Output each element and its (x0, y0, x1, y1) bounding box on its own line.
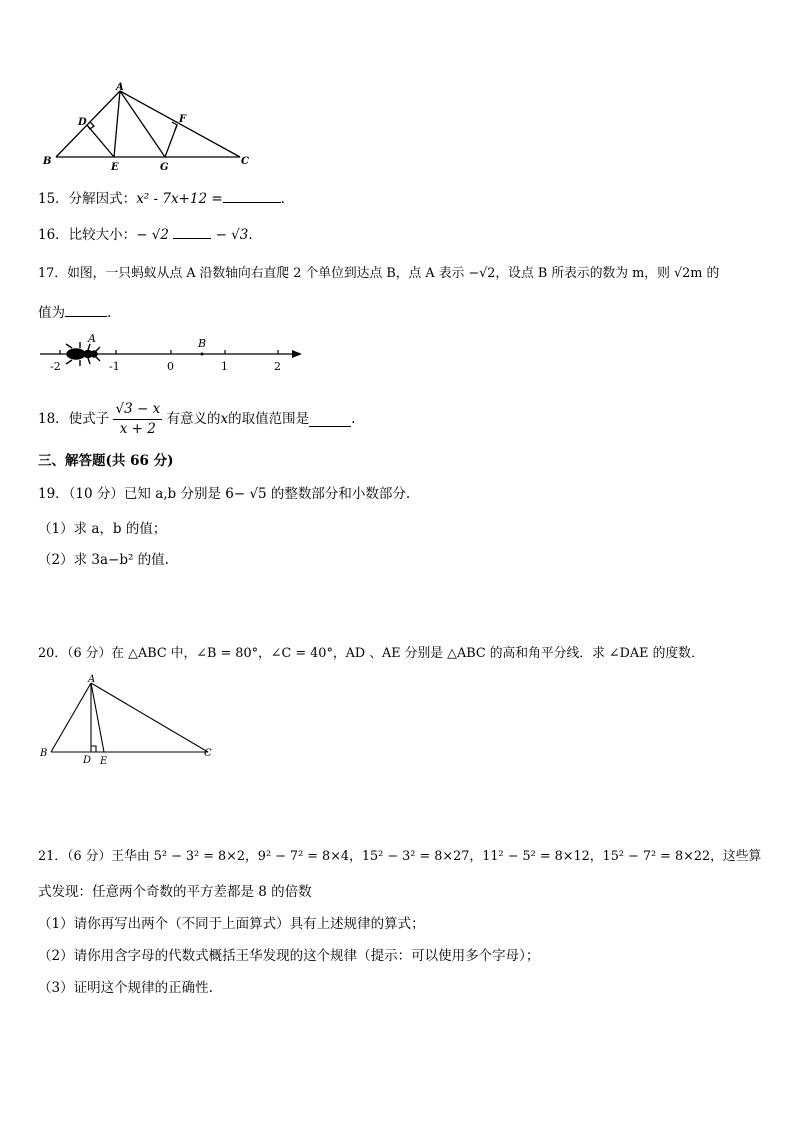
triangle-figure-q20 (36, 674, 226, 770)
q20-label-C: C (204, 748, 212, 759)
question-21-part2: （2）请你用含字母的代数式概括王华发现的这个规律（提示：可以使用多个字母）； (38, 948, 540, 964)
question-21-line2: 式发现：任意两个奇数的平方差都是 8 的倍数 (38, 884, 312, 900)
question-15: 15．分解因式：x² - 7x+12 = . (38, 188, 285, 208)
fraction: $\frac{√3 - x}{x + 2}$ (115, 401, 161, 437)
label-A: A (116, 82, 124, 93)
question-21-part3: （3）证明这个规律的正确性. (38, 980, 213, 996)
question-21-line1: 21．（6 分）王华由 5² − 3² = 8×2，9² − 7² = 8×4，15² − 3² = 8×27，11² − 5² = 8×12，15² − 7² = 8×22，这些算 (38, 849, 762, 864)
answer-blank-17[interactable] (65, 302, 107, 317)
label-D: D (78, 117, 87, 128)
question-19-stem: 19．（10 分）已知 a,b 分别是 6− √5 的整数部分和小数部分. (38, 486, 411, 502)
tick-label-1: 1 (221, 360, 228, 373)
question-17-line2: 值为 . (38, 302, 111, 322)
q20-label-E: E (100, 756, 108, 767)
point-B-label: B (198, 337, 207, 350)
label-B: B (43, 156, 52, 167)
point-A-label: A (88, 332, 96, 345)
q20-label-B: B (40, 748, 48, 759)
label-G: G (160, 162, 169, 173)
question-19-part2: （2）求 3a−b² 的值. (38, 552, 169, 568)
triangle-figure-top (38, 82, 258, 174)
tick-label-neg2: -2 (50, 360, 61, 373)
q20-label-A: A (88, 674, 96, 685)
question-16: 16．比较大小：− √2 − √3. (38, 224, 253, 244)
answer-blank-15[interactable] (223, 188, 281, 203)
label-F: F (179, 114, 187, 125)
tick-label-neg1: -1 (109, 360, 120, 373)
tick-label-0: 0 (167, 360, 174, 373)
question-20-stem: 20．（6 分）在 △ABC 中，∠B = 80°，∠C = 40°，AD 、AE 分别是 △ABC 的高和角平分线．求 ∠DAE 的度数． (38, 646, 704, 661)
ant-icon (66, 342, 100, 366)
answer-blank-16[interactable] (173, 224, 211, 239)
question-21-part1: （1）请你再写出两个（不同于上面算式）具有上述规律的算式； (38, 916, 425, 932)
label-E: E (111, 162, 119, 173)
section-title: 三、解答题(共 66 分) (38, 453, 174, 469)
number-line (36, 332, 306, 376)
question-18: 18．使式子 $\frac{√3 - x}{x + 2}$ 有意义的x的取值范围是 . (38, 401, 356, 437)
question-17-line1: 17．如图，一只蚂蚁从点 A 沿数轴向右直爬 2 个单位到达点 B，点 A 表示 −√2，设点 B 所表示的数为 m，则 √2m 的 (38, 266, 720, 281)
q20-label-D: D (83, 755, 92, 766)
question-19-part1: （1）求 a，b 的值； (38, 521, 167, 537)
tick-label-2: 2 (274, 360, 281, 373)
answer-blank-18[interactable] (309, 412, 351, 427)
label-C: C (241, 156, 249, 167)
